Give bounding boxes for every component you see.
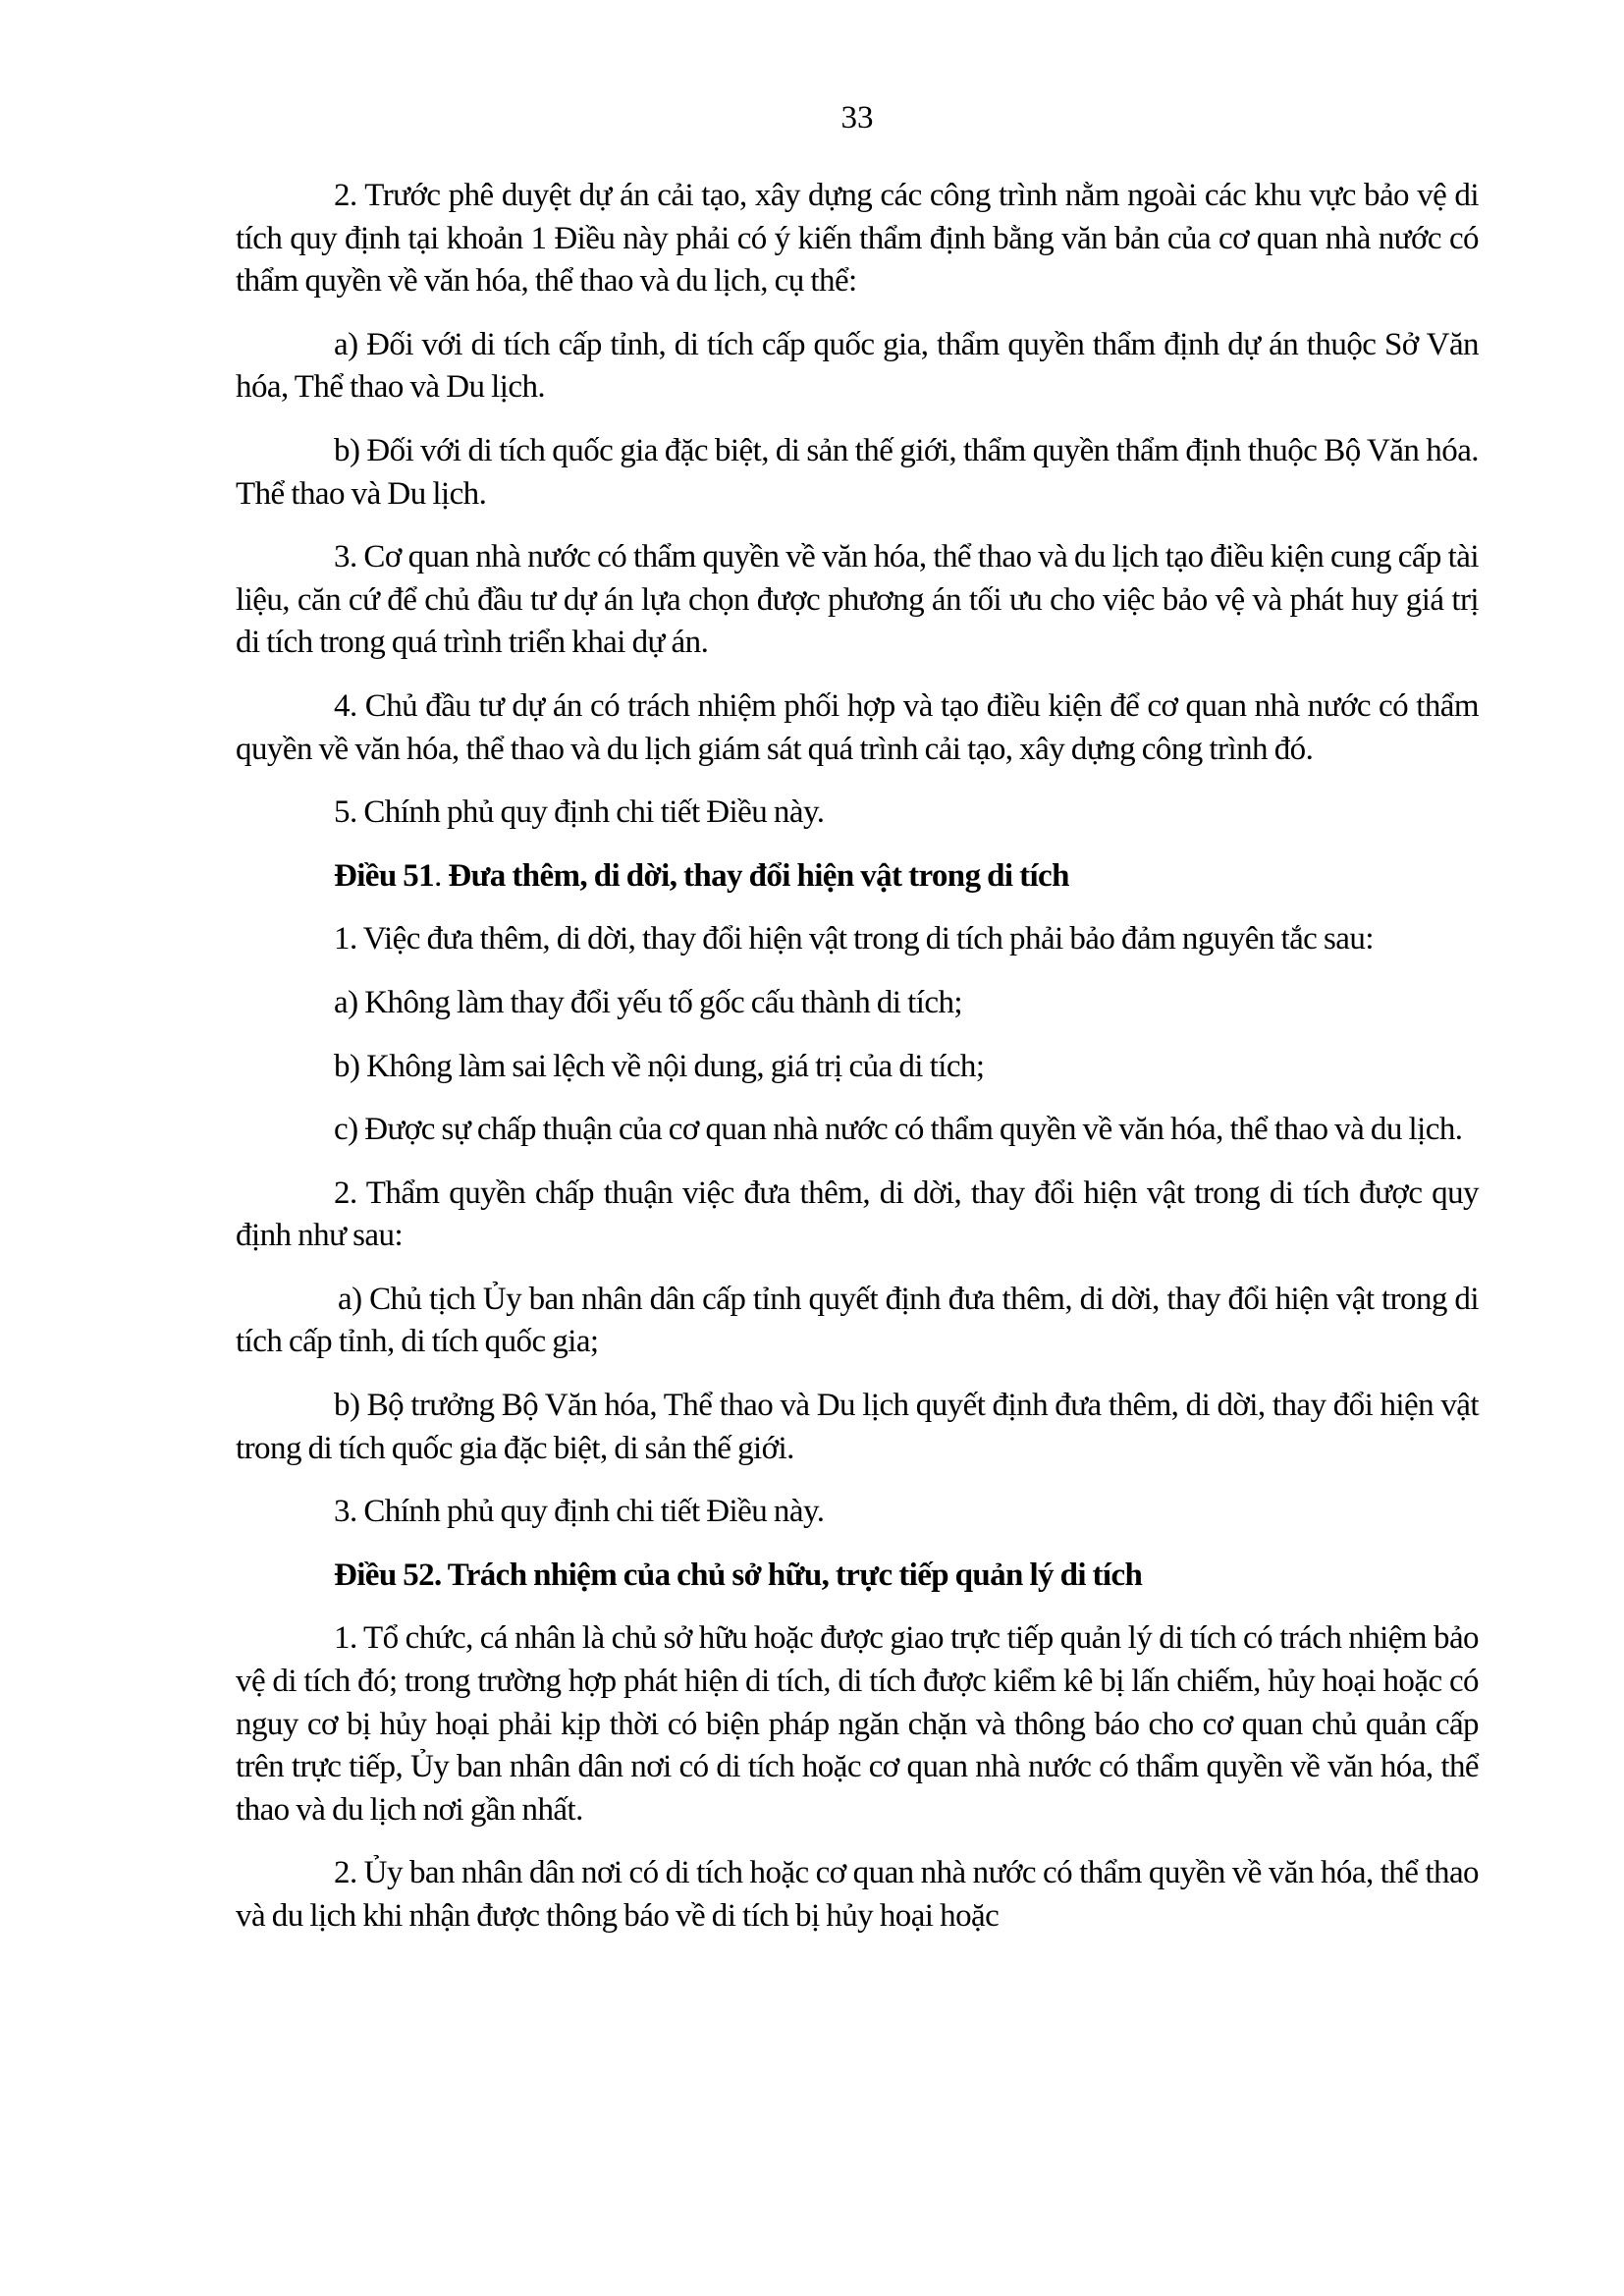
paragraph-51-1a: a) Không làm thay đổi yếu tố gốc cấu thành di tích; xyxy=(334,984,963,1020)
paragraph-51-2a: a) Chủ tịch Ủy ban nhân dân cấp tỉnh quyết định đưa thêm, di dời, thay đổi hiện vật trong di tích cấp tỉnh, di tích quốc gia; xyxy=(236,1281,1479,1360)
paragraph-50-2b: b) Đối với di tích quốc gia đặc biệt, di sản thế giới, thẩm quyền thẩm định thuộc Bộ Văn hóa. Thể thao và Du lịch. xyxy=(236,432,1479,512)
paragraph-50-2a: a) Đối với di tích cấp tỉnh, di tích cấp quốc gia, thẩm quyền thẩm định dự án thuộc Sở Văn hóa, Thể thao và Du lịch. xyxy=(236,326,1479,406)
paragraph-50-2: 2. Trước phê duyệt dự án cải tạo, xây dựng các công trình nằm ngoài các khu vực bảo vệ di tích quy định tại khoản 1 Điều này phải có ý kiến thẩm định bằng văn bản của cơ quan nhà nước có thẩm quyền về văn hóa, thể thao và du lịch, cụ thể: xyxy=(236,178,1479,300)
article-51-title: Đưa thêm, di dời, thay đổi hiện vật trong di tích xyxy=(441,857,1069,894)
paragraph-51-1: 1. Việc đưa thêm, di dời, thay đổi hiện vật trong di tích phải bảo đảm nguyên tắc sau: xyxy=(334,921,1374,957)
article-51-heading xyxy=(236,855,1479,899)
paragraph-51-2b: b) Bộ trưởng Bộ Văn hóa, Thể thao và Du lịch quyết định đưa thêm, di dời, thay đổi hiện vật trong di tích quốc gia đặc biệt, di sản thế giới. xyxy=(236,1388,1479,1466)
paragraph-51-2: 2. Thẩm quyền chấp thuận việc đưa thêm, di dời, thay đổi hiện vật trong di tích được quy định như sau: xyxy=(236,1175,1479,1254)
paragraph-51-3: 3. Chính phủ quy định chi tiết Điều này. xyxy=(334,1494,825,1530)
document-body xyxy=(236,175,1479,1959)
paragraph-50-4: 4. Chủ đầu tư dự án có trách nhiệm phối hợp và tạo điều kiện để cơ quan nhà nước có thẩm quyền về văn hóa, thể thao và du lịch giám sát quá trình cải tạo, xây dựng công trình đó. xyxy=(236,687,1479,767)
paragraph-51-1c: c) Được sự chấp thuận của cơ quan nhà nước có thẩm quyền về văn hóa, thể thao và du lịch. xyxy=(334,1112,1463,1148)
paragraph-52-1: 1. Tổ chức, cá nhân là chủ sở hữu hoặc được giao trực tiếp quản lý di tích có trách nhiệm bảo vệ di tích đó; trong trường hợp phát hiện di tích, di tích được kiểm kê bị lấn chiếm, hủy hoại hoặc có nguy cơ bị hủy hoại phải kịp thời có biện pháp ngăn chặn và thông báo cho cơ quan chủ quản cấp trên trực tiếp, Ủy ban nhân dân nơi có di tích hoặc cơ quan nhà nước có thẩm quyền về văn hóa, thể thao và du lịch nơi gần nhất. xyxy=(236,1620,1479,1828)
article-52-heading: Điều 52. Trách nhiệm của chủ sở hữu, trực tiếp quản lý di tích xyxy=(334,1557,1143,1593)
paragraph-51-1b: b) Không làm sai lệch về nội dung, giá trị của di tích; xyxy=(334,1048,985,1084)
article-51-separator: . xyxy=(434,857,442,894)
paragraph-50-5: 5. Chính phủ quy định chi tiết Điều này. xyxy=(334,794,825,831)
paragraph-52-2: 2. Ủy ban nhân dân nơi có di tích hoặc cơ quan nhà nước có thẩm quyền về văn hóa, thể thao và du lịch khi nhận được thông báo về di tích bị hủy hoại hoặc xyxy=(236,1855,1479,1934)
page-number: 33 xyxy=(840,100,874,136)
article-51-number: Điều 51 xyxy=(334,857,435,894)
paragraph-50-3: 3. Cơ quan nhà nước có thẩm quyền về văn hóa, thể thao và du lịch tạo điều kiện cung cấp tài liệu, căn cứ để chủ đầu tư dự án lựa chọn được phương án tối ưu cho việc bảo vệ và phát huy giá trị di tích trong quá trình triển khai dự án. xyxy=(236,539,1479,661)
